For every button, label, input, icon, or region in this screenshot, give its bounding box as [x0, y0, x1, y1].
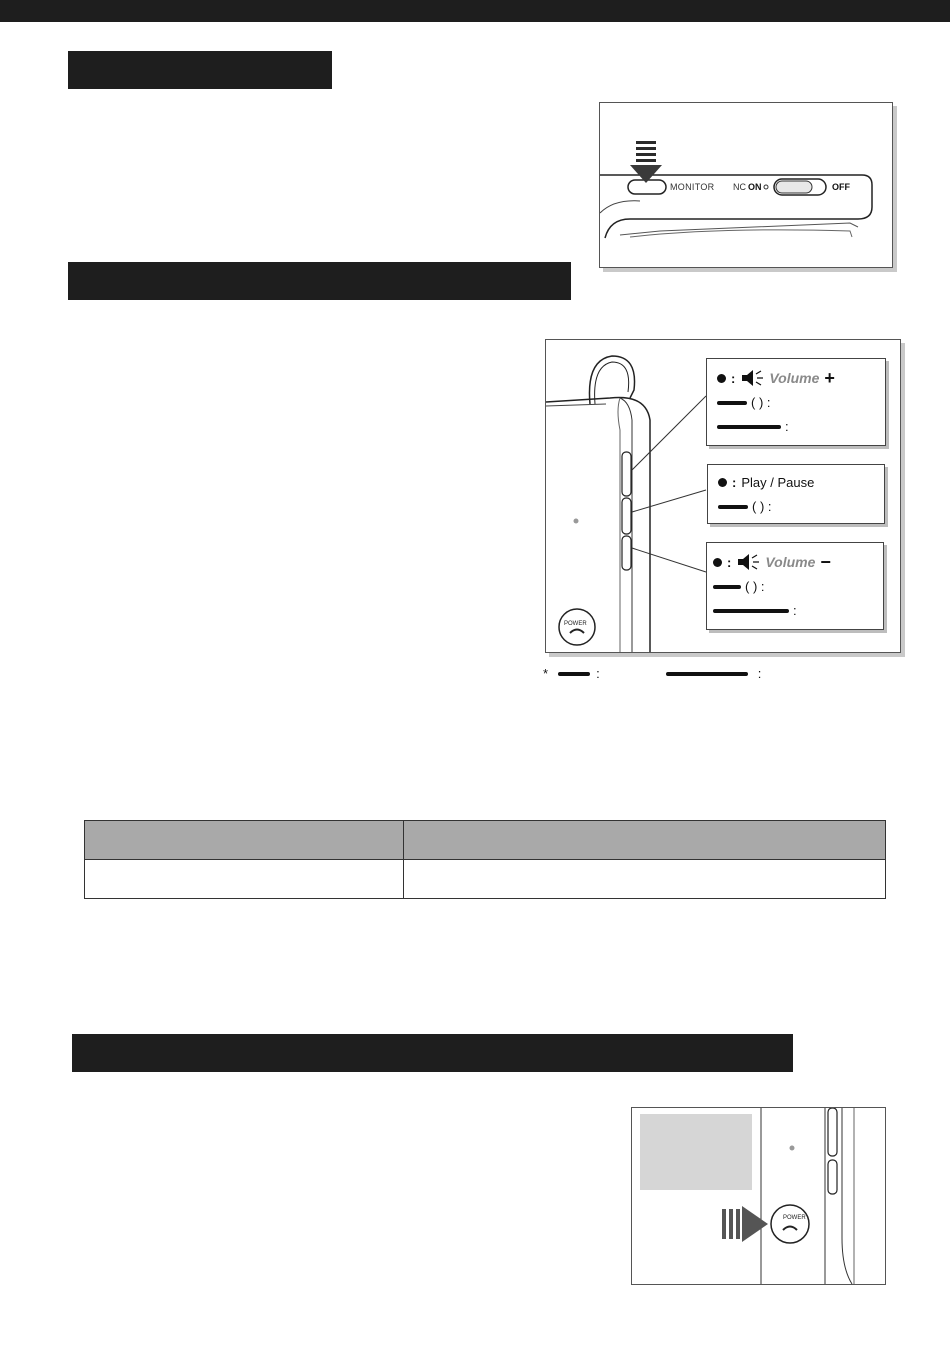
section-header-3 [72, 1034, 793, 1072]
off-label: OFF [832, 182, 850, 192]
section-header-2 [68, 262, 571, 300]
press-colon: : [732, 475, 737, 490]
short-press-bar [717, 401, 747, 405]
nc-label: NC [733, 182, 746, 192]
minus-sign: − [820, 552, 831, 572]
power-button-label: POWER [783, 1215, 806, 1221]
short-press-dot [713, 558, 722, 567]
press-legend [543, 666, 761, 681]
table-cell [404, 860, 886, 899]
legend-short-colon: : [596, 666, 600, 681]
press-colon: : [731, 370, 736, 386]
monitor-switch-figure [599, 102, 893, 268]
short-press-text: ( ) : [752, 499, 772, 514]
plus-sign: + [824, 368, 835, 388]
table-cell [85, 860, 404, 899]
device-closeup-illustration [632, 1108, 885, 1284]
callout-volume-up [706, 358, 886, 446]
function-label: Play / Pause [741, 475, 815, 490]
power-button-figure [631, 1107, 886, 1285]
page-top-bar [0, 0, 950, 22]
long-press-text: : [785, 419, 789, 434]
short-press-bar [718, 505, 748, 509]
short-press-text: ( ) : [751, 395, 771, 410]
function-label: Volume [769, 370, 820, 386]
table-header-cell [404, 821, 886, 860]
info-table [84, 820, 886, 899]
short-press-dot [718, 478, 727, 487]
long-press-bar [717, 425, 781, 429]
monitor-label: MONITOR [670, 182, 715, 192]
power-button-label: POWER [564, 621, 587, 627]
table-header-cell [85, 821, 404, 860]
short-press-dot [717, 374, 726, 383]
legend-asterisk: * [543, 666, 549, 681]
speaker-icon [736, 553, 760, 571]
short-press-bar [713, 585, 741, 589]
legend-long-colon: : [757, 666, 762, 681]
function-label: Volume [765, 554, 816, 570]
long-press-bar [713, 609, 789, 613]
long-press-text: : [793, 603, 797, 618]
button-functions-figure [545, 339, 901, 653]
section-header-1 [68, 51, 332, 89]
table-row [85, 860, 886, 899]
short-press-text: ( ) : [745, 579, 765, 594]
legend-long-bar [666, 672, 748, 676]
callout-volume-down [706, 542, 884, 630]
legend-short-bar [558, 672, 590, 676]
table-header-row [85, 821, 886, 860]
callout-play-pause [707, 464, 885, 524]
press-colon: : [727, 554, 732, 570]
on-label: ON [748, 182, 762, 192]
speaker-icon [740, 369, 764, 387]
